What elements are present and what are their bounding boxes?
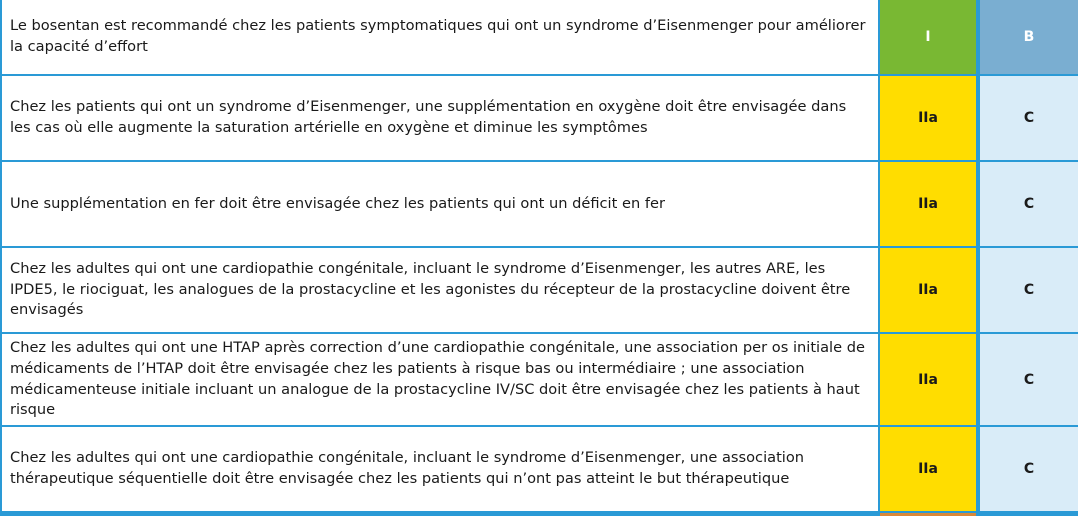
level-cell: C	[980, 248, 1078, 332]
class-cell: IIa	[880, 427, 976, 511]
class-cell: I	[880, 0, 976, 74]
recommendation-text: Chez les adultes qui ont une cardiopathie congénitale, incluant le syndrome d’Eisenmenger, les autres ARE, les IPDE5, le riociguat, les analogues de la prostacycline et les agonistes du récepteur de la prostacycline doivent être envisagés	[2, 248, 878, 332]
level-cell: C	[980, 334, 1078, 425]
table-row	[0, 427, 1078, 511]
level-cell: B	[980, 0, 1078, 74]
table-row	[0, 76, 1078, 160]
class-cell: IIa	[880, 334, 976, 425]
table-row	[0, 334, 1078, 425]
level-cell: C	[980, 162, 1078, 246]
recommendation-text: Chez les patients qui ont un syndrome d’Eisenmenger, une supplémentation en oxygène doit être envisagée dans les cas où elle augmente la saturation artérielle en oxygène et diminue les symptômes	[2, 76, 878, 160]
recommendation-text: Le bosentan est recommandé chez les patients symptomatiques qui ont un syndrome d’Eisenmenger pour améliorer la capacité d’effort	[2, 0, 878, 74]
recommendation-text: Chez les adultes qui ont une cardiopathie congénitale, incluant le syndrome d’Eisenmenger, une association thérapeutique séquentielle doit être envisagée chez les patients qui n’ont pas atteint le but thérapeutique	[2, 427, 878, 511]
level-cell: C	[980, 76, 1078, 160]
recommendation-text: Chez les adultes qui ont une HTAP après correction d’une cardiopathie congénitale, une association per os initiale de médicaments de l’HTAP doit être envisagée chez les patients à risque bas ou intermédiaire ; une association médicamenteuse initiale incluant un analogue de la prostacycline IV/SC doit être envisagée chez les patients à haut risque	[2, 334, 878, 425]
level-cell: C	[980, 427, 1078, 511]
class-cell: IIa	[880, 76, 976, 160]
table-row	[0, 0, 1078, 74]
class-cell: IIa	[880, 162, 976, 246]
recommendation-text: Une supplémentation en fer doit être envisagée chez les patients qui ont un déficit en fer	[2, 162, 878, 246]
table-row	[0, 248, 1078, 332]
class-cell: IIa	[880, 248, 976, 332]
table-row	[0, 162, 1078, 246]
